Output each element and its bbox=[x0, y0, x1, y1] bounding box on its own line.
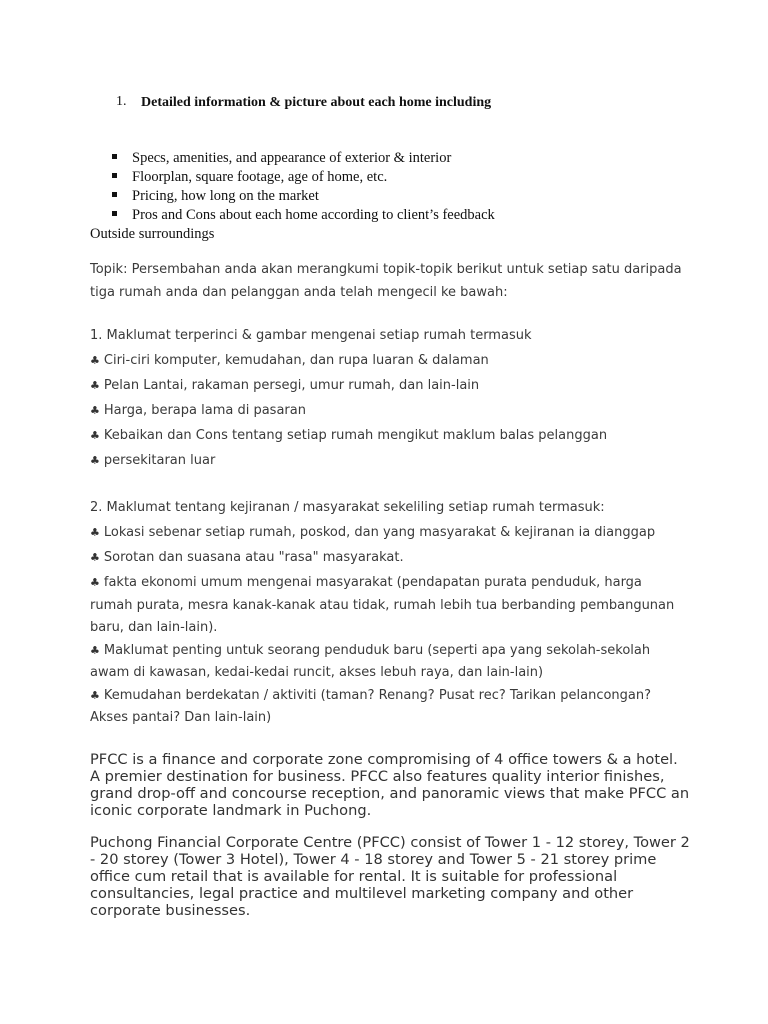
list-item: ♣ Ciri-ciri komputer, kemudahan, dan rupa luaran & dalaman bbox=[90, 350, 690, 375]
list-item: ♣ Pelan Lantai, rakaman persegi, umur rumah, dan lain-lain bbox=[90, 375, 690, 400]
list-item: ♣ Sorotan dan suasana atau "rasa" masyarakat. bbox=[90, 547, 686, 572]
club-bullet-icon: ♣ bbox=[90, 551, 100, 564]
club-bullet-icon: ♣ bbox=[90, 354, 100, 367]
bullet-item: Pros and Cons about each home according to client’s feedback bbox=[112, 206, 495, 225]
list-item: ♣ fakta ekonomi umum mengenai masyarakat (pendapatan purata penduduk, harga rumah purata, mesra kanak-kanak atau tidak, rumah lebih tua berbanding pembangunan baru, dan lain-lain). bbox=[90, 572, 686, 640]
club-bullet-icon: ♣ bbox=[90, 429, 100, 442]
list-item: ♣ persekitaran luar bbox=[90, 450, 690, 475]
pfcc-paragraph: PFCC is a finance and corporate zone compromising of 4 office towers & a hotel. A premier destination for business. PFCC also features quality interior finishes, grand drop-off and concourse reception, and panoramic views that make PFCC an iconic corporate landmark in Puchong. bbox=[90, 751, 690, 819]
club-bullet-icon: ♣ bbox=[90, 454, 100, 467]
list-item: ♣ Lokasi sebenar setiap rumah, poskod, dan yang masyarakat & kejiranan ia dianggap bbox=[90, 522, 686, 547]
bullet-item: Floorplan, square footage, age of home, etc. bbox=[112, 168, 387, 187]
club-bullet-icon: ♣ bbox=[90, 404, 100, 417]
section2-title: 2. Maklumat tentang kejiranan / masyarakat sekeliling setiap rumah termasuk: bbox=[90, 500, 605, 515]
bullet-item: Pricing, how long on the market bbox=[112, 187, 319, 206]
list-item: ♣ Kemudahan berdekatan / aktiviti (taman? Renang? Pusat rec? Tarikan pelancongan? Akses pantai? Dan lain-lain) bbox=[90, 685, 686, 730]
section1-list bbox=[90, 325, 690, 475]
heading-title: Detailed information & picture about each home including bbox=[141, 95, 492, 110]
square-bullet-icon bbox=[112, 192, 117, 197]
bullet-item: Specs, amenities, and appearance of exterior & interior bbox=[112, 149, 451, 168]
club-bullet-icon: ♣ bbox=[90, 643, 100, 657]
square-bullet-icon bbox=[112, 154, 117, 159]
club-bullet-icon: ♣ bbox=[90, 379, 100, 392]
square-bullet-icon bbox=[112, 173, 117, 178]
outside-surroundings-text: Outside surroundings bbox=[90, 226, 215, 242]
heading-number: 1. bbox=[116, 94, 127, 109]
section1-title: 1. Maklumat terperinci & gambar mengenai setiap rumah termasuk bbox=[90, 328, 532, 343]
list-item: ♣ Maklumat penting untuk seorang penduduk baru (seperti apa yang sekolah-sekolah awam di kawasan, kedai-kedai runcit, akses lebuh raya, dan lain-lain) bbox=[90, 640, 686, 685]
list-item: ♣ Harga, berapa lama di pasaran bbox=[90, 400, 690, 425]
pfcc-details-paragraph: Puchong Financial Corporate Centre (PFCC) consist of Tower 1 - 12 storey, Tower 2 - 20 storey (Tower 3 Hotel), Tower 4 - 18 storey and Tower 5 - 21 storey prime office cum retail that is available for rental. It is suitable for professional consultancies, legal practice and multilevel marketing company and other corporate businesses. bbox=[90, 834, 690, 919]
topik-paragraph: Topik: Persembahan anda akan merangkumi topik-topik berikut untuk setiap satu daripada tiga rumah anda dan pelanggan anda telah mengecil ke bawah: bbox=[90, 262, 682, 300]
square-bullet-icon bbox=[112, 211, 117, 216]
club-bullet-icon: ♣ bbox=[90, 688, 100, 702]
list-item: ♣ Kebaikan dan Cons tentang setiap rumah mengikut maklum balas pelanggan bbox=[90, 425, 690, 450]
club-bullet-icon: ♣ bbox=[90, 576, 100, 589]
section2-list bbox=[90, 497, 686, 730]
club-bullet-icon: ♣ bbox=[90, 526, 100, 539]
